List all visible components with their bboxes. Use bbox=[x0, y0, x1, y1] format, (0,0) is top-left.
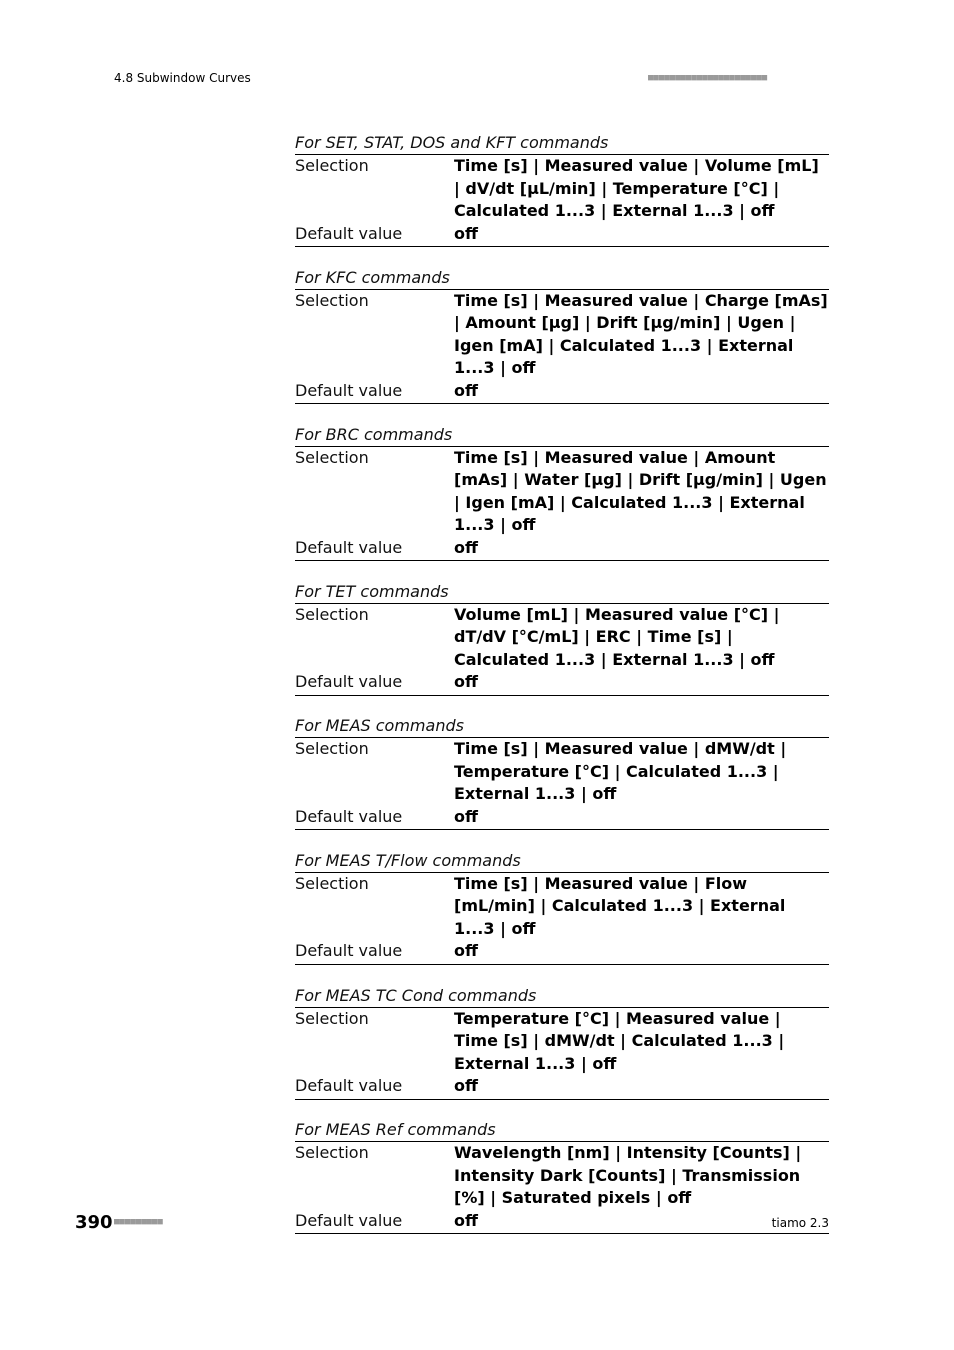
page-number: 390 bbox=[75, 1212, 113, 1233]
section-title: For MEAS commands bbox=[295, 715, 829, 738]
section-title: For SET, STAT, DOS and KFT commands bbox=[295, 132, 829, 155]
selection-value: Time [s] | Measured value | Charge [mAs] | Amount [µg] | Drift [µg/min] | Ugen | Igen [mA] | Calculated 1...3 | External 1...3 | off bbox=[454, 290, 828, 378]
selection-row bbox=[295, 1142, 829, 1210]
section-meas-tc-cond bbox=[295, 985, 829, 1100]
section-title: For KFC commands bbox=[295, 267, 829, 290]
header-decoration: ■■■■■■■■■■■■■■■■■■■■■■ bbox=[648, 73, 768, 83]
section-title: For TET commands bbox=[295, 581, 829, 604]
default-value: off bbox=[454, 806, 478, 826]
selection-row bbox=[295, 1008, 829, 1076]
default-label: Default value bbox=[295, 537, 403, 557]
section-title: For BRC commands bbox=[295, 424, 829, 447]
default-value: off bbox=[454, 223, 478, 243]
default-row bbox=[295, 671, 829, 696]
selection-value: Wavelength [nm] | Intensity [Counts] | Intensity Dark [Counts] | Transmission [%] | Saturated pixels | off bbox=[454, 1143, 802, 1208]
default-value: off bbox=[454, 537, 478, 557]
selection-row bbox=[295, 290, 829, 380]
selection-label: Selection bbox=[295, 739, 369, 759]
section-brc bbox=[295, 424, 829, 562]
default-row bbox=[295, 223, 829, 248]
section-kfc bbox=[295, 267, 829, 405]
default-row bbox=[295, 1210, 829, 1235]
default-row bbox=[295, 940, 829, 965]
default-value: off bbox=[454, 1076, 478, 1096]
default-label: Default value bbox=[295, 806, 403, 826]
default-label: Default value bbox=[295, 223, 403, 243]
default-row bbox=[295, 1075, 829, 1100]
selection-value: Time [s] | Measured value | Volume [mL] | dV/dt [µL/min] | Temperature [°C] | Calculated 1...3 | External 1...3 | off bbox=[454, 156, 819, 220]
default-label: Default value bbox=[295, 672, 403, 692]
default-value: off bbox=[454, 941, 478, 961]
selection-value: Time [s] | Measured value | Amount [mAs] | Water [µg] | Drift [µg/min] | Ugen | Igen [mA] | Calculated 1...3 | External 1...3 | off bbox=[454, 447, 827, 535]
default-row bbox=[295, 537, 829, 562]
section-meas-ref bbox=[295, 1119, 829, 1234]
default-label: Default value bbox=[295, 380, 403, 400]
selection-row bbox=[295, 873, 829, 941]
selection-value: Volume [mL] | Measured value [°C] | dT/dV [°C/mL] | ERC | Time [s] | Calculated 1...3 | External 1...3 | off bbox=[454, 604, 780, 669]
default-label: Default value bbox=[295, 941, 403, 961]
selection-label: Selection bbox=[295, 873, 369, 893]
selection-row bbox=[295, 738, 829, 806]
default-row bbox=[295, 806, 829, 831]
section-meas bbox=[295, 715, 829, 830]
running-header: 4.8 Subwindow Curves bbox=[114, 71, 251, 85]
selection-value: Temperature [°C] | Measured value | Time [s] | dMW/dt | Calculated 1...3 | External 1...3 | off bbox=[454, 1008, 785, 1073]
selection-value: Time [s] | Measured value | Flow [mL/min] | Calculated 1...3 | External 1...3 | off bbox=[454, 873, 786, 938]
section-meas-t-flow bbox=[295, 850, 829, 965]
selection-label: Selection bbox=[295, 604, 369, 624]
default-label: Default value bbox=[295, 1076, 403, 1096]
selection-label: Selection bbox=[295, 290, 369, 310]
default-value: off bbox=[454, 672, 478, 692]
selection-label: Selection bbox=[295, 447, 369, 467]
selection-label: Selection bbox=[295, 156, 369, 175]
footer-decoration: ■■■■■■■■■ bbox=[114, 1217, 163, 1227]
selection-label: Selection bbox=[295, 1008, 369, 1028]
selection-row bbox=[295, 155, 829, 223]
default-value: off bbox=[454, 380, 478, 400]
selection-row bbox=[295, 604, 829, 672]
selection-row bbox=[295, 447, 829, 537]
section-title: For MEAS Ref commands bbox=[295, 1119, 829, 1142]
selection-label: Selection bbox=[295, 1143, 369, 1163]
section-title: For MEAS T/Flow commands bbox=[295, 850, 829, 873]
default-value: off bbox=[454, 1210, 478, 1230]
section-tet bbox=[295, 581, 829, 696]
default-label: Default value bbox=[295, 1210, 403, 1230]
default-row bbox=[295, 380, 829, 405]
parameter-sections bbox=[295, 132, 829, 1254]
section-set-stat-dos-kft bbox=[295, 132, 829, 247]
selection-value: Time [s] | Measured value | dMW/dt | Temperature [°C] | Calculated 1...3 | External 1...3 | off bbox=[454, 739, 787, 804]
section-title: For MEAS TC Cond commands bbox=[295, 985, 829, 1008]
product-version: tiamo 2.3 bbox=[771, 1216, 829, 1230]
